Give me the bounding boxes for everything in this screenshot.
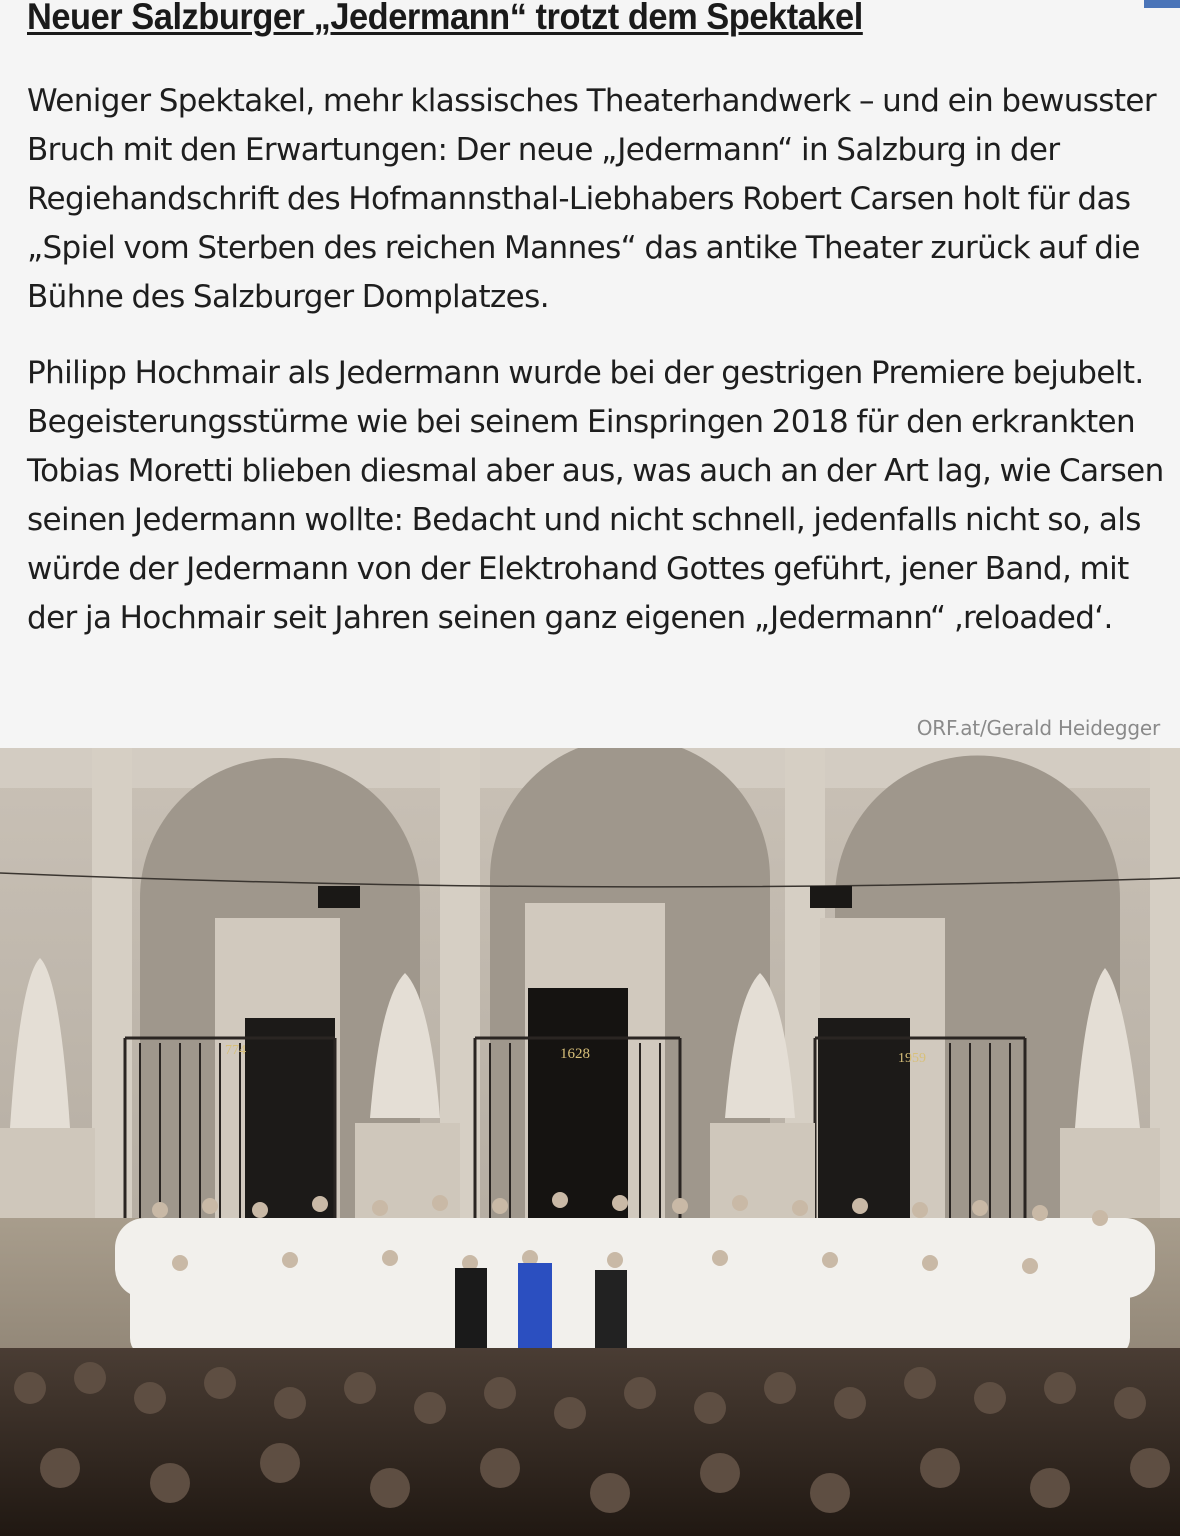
article-photo[interactable] — [0, 748, 1180, 1536]
article-title[interactable]: Neuer Salzburger „Jedermann“ trotzt dem Spektakel — [27, 0, 863, 37]
image-credit: ORF.at/Gerald Heidegger — [916, 716, 1160, 740]
article-paragraph-1: Weniger Spektakel, mehr klassisches Theaterhandwerk – und ein bewusster Bruch mit den Erwartungen: Der neue „Jedermann“ in Salzburg in der Regiehandschrift des Hofmannsthal-Liebhabers Robert Carsen holt für das „Spiel vom Sterben des reichen Mannes“ das antike Theater zurück auf die Bühne des Salzburger Domplatzes. — [27, 83, 1157, 315]
cathedral-stage-photo — [0, 748, 1180, 1536]
accent-marker — [1144, 0, 1180, 8]
gate-year-right: 1959 — [898, 1051, 926, 1066]
article-paragraph-2: Philipp Hochmair als Jedermann wurde bei der gestrigen Premiere bejubelt. Begeisterungsstürme wie bei seinem Einspringen 2018 für den erkrankten Tobias Moretti blieben diesmal aber aus, was auch an der Art lag, wie Carsen seinen Jedermann wollte: Bedacht und nicht schnell, jedenfalls nicht so, als würde der Jedermann von der Elektrohand Gottes geführt, jener Band, mit der ja Hochmair seit Jahren seinen ganz eigenen „Jedermann“ ‚reloaded‘. — [27, 355, 1164, 636]
gate-year-center: 1628 — [560, 1046, 590, 1062]
gate-year-left: 774 — [225, 1043, 246, 1058]
